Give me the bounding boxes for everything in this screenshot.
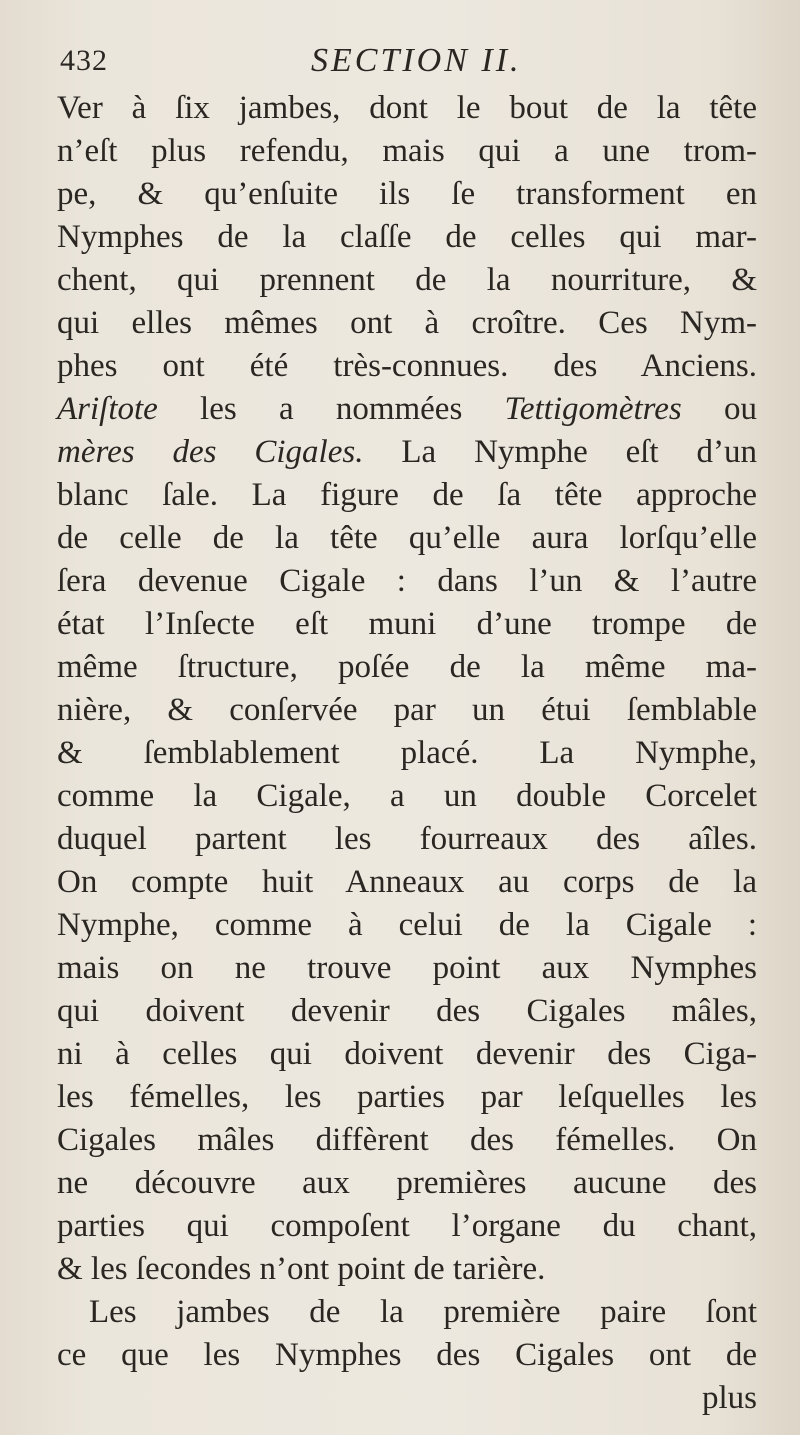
text-line: ni à celles qui doivent devenir des Ciga- (57, 1036, 757, 1072)
italic-term: Tettigomètres (504, 391, 682, 427)
text-line: état l’Inſecte eſt muni d’une trompe de (57, 606, 757, 642)
text-line: On compte huit Anneaux au corps de la (57, 864, 757, 900)
text-line: Cigales mâles diffèrent des fémelles. On (57, 1122, 757, 1158)
text-line: n’eſt plus refendu, mais qui a une trom- (57, 133, 757, 169)
text-line: Nymphes de la claſſe de celles qui mar- (57, 219, 757, 255)
page-header (58, 40, 740, 88)
text-line: & ſemblablement placé. La Nymphe, (57, 735, 757, 771)
text-line: duquel partent les fourreaux des aîles. (57, 821, 757, 857)
page-number: 432 (60, 44, 108, 77)
italic-term: mères des Cigales. (57, 434, 364, 470)
text-line: ne découvre aux premières aucune des (57, 1165, 757, 1201)
text-line: qui elles mêmes ont à croître. Ces Nym- (57, 305, 757, 341)
text-line: nière, & conſervée par un étui ſemblable (57, 692, 757, 728)
text-line: parties qui compoſent l’organe du chant, (57, 1208, 757, 1244)
text-line: blanc ſale. La figure de ſa tête approche (57, 477, 757, 513)
text-line (57, 431, 757, 474)
text-line: & les ſecondes n’ont point de tarière. (57, 1251, 546, 1287)
body-text (57, 87, 757, 1420)
text-line: qui doivent devenir des Cigales mâles, (57, 993, 757, 1029)
text-line: pe, & qu’enſuite ils ſe transforment en (57, 176, 757, 212)
text-line: ce que les Nymphes des Cigales ont de (57, 1337, 757, 1373)
text-line: de celle de la tête qu’elle aura lorſqu’elle (57, 520, 757, 556)
italic-author-name: Ariſtote (57, 391, 158, 427)
catchword: plus (701, 1380, 757, 1416)
text-line: les fémelles, les parties par leſquelles les (57, 1079, 757, 1115)
text-line: Nymphe, comme à celui de la Cigale : (57, 907, 757, 943)
text-line: mais on ne trouve point aux Nymphes (57, 950, 757, 986)
text-segment: ou (681, 391, 757, 427)
text-line (57, 388, 757, 431)
text-line: ſera devenue Cigale : dans l’un & l’autre (57, 563, 757, 599)
text-line: phes ont été très-connues. des Anciens. (57, 348, 757, 384)
text-segment: La Nymphe eſt d’un (363, 434, 757, 470)
running-head: SECTION II. (311, 42, 522, 79)
text-segment: les a nommées (157, 391, 505, 427)
text-line: même ſtructure, poſée de la même ma- (57, 649, 757, 685)
text-line: Ver à ſix jambes, dont le bout de la tête (57, 90, 757, 126)
text-line: comme la Cigale, a un double Corcelet (57, 778, 757, 814)
text-line: chent, qui prennent de la nourriture, & (57, 262, 757, 298)
text-line-paragraph-start: Les jambes de la première paire ſont (89, 1294, 757, 1330)
